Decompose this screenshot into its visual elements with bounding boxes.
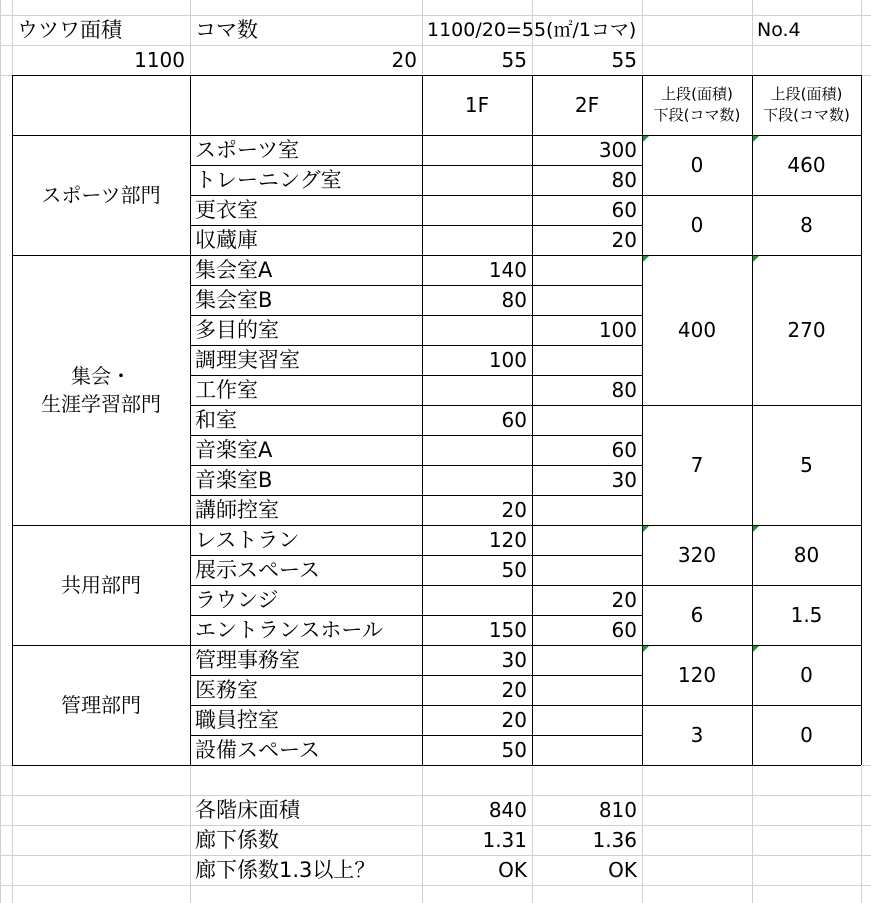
col-header-upper-lower-b-line: 下段(コマ数) [763, 106, 850, 124]
room-1f-cell[interactable]: 80 [501, 288, 527, 312]
summary-area-a-cell[interactable]: 120 [677, 663, 717, 687]
total-1f-cell[interactable]: 1.31 [482, 828, 527, 852]
comment-marker-icon [643, 256, 649, 262]
col-header-upper-lower-a-line: 上段(面積) [661, 85, 733, 103]
total-1f-cell[interactable]: OK [498, 858, 527, 882]
total-label-cell[interactable]: 廊下係数 [195, 827, 279, 852]
room-name-cell[interactable]: トレーニング室 [195, 167, 342, 192]
department-name[interactable] [12, 525, 190, 645]
room-2f-cell[interactable] [532, 285, 642, 315]
room-2f-cell[interactable]: 60 [611, 198, 637, 222]
room-name-cell[interactable]: 集会室A [195, 257, 273, 282]
room-1f-cell[interactable]: 30 [501, 648, 527, 672]
room-1f-cell[interactable] [422, 585, 532, 615]
room-2f-cell[interactable]: 300 [598, 138, 637, 162]
room-1f-cell[interactable]: 140 [488, 258, 527, 282]
room-2f-cell[interactable]: 30 [611, 468, 637, 492]
col-header-upper-lower-b[interactable] [752, 75, 861, 135]
room-name-cell[interactable]: ラウンジ [195, 587, 279, 612]
room-1f-cell[interactable]: 100 [488, 348, 527, 372]
room-name-cell[interactable]: 多目的室 [195, 317, 279, 342]
col-header-upper-lower-b-line: 上段(面積) [770, 85, 843, 103]
room-1f-cell[interactable]: 60 [501, 408, 527, 432]
department-name-line: 管理部門 [61, 693, 141, 717]
department-name-line: 共用部門 [61, 573, 141, 597]
room-name-cell[interactable]: 和室 [195, 407, 237, 432]
room-name-cell[interactable]: 音楽室A [195, 437, 273, 462]
total-label-cell[interactable]: 廊下係数1.3以上？ [195, 857, 376, 882]
summary-area-a-cell[interactable]: 0 [690, 153, 704, 177]
room-2f-cell[interactable] [532, 525, 642, 555]
room-2f-cell[interactable]: 20 [611, 588, 637, 612]
summary-area-b-cell[interactable]: 270 [787, 318, 826, 342]
comment-marker-icon [643, 526, 649, 532]
gridline-row [0, 885, 871, 886]
summary-koma-a-cell[interactable]: 6 [690, 603, 704, 627]
room-name-cell[interactable]: 更衣室 [195, 197, 258, 222]
summary-koma-b-cell[interactable]: 8 [800, 213, 813, 237]
room-2f-cell[interactable]: 100 [598, 318, 637, 342]
summary-koma-a-cell[interactable]: 0 [690, 213, 704, 237]
unit-2f-cell[interactable]: 55 [611, 48, 637, 72]
room-1f-cell[interactable] [422, 225, 532, 255]
total-2f-cell[interactable]: OK [608, 858, 637, 882]
room-name-cell[interactable]: 職員控室 [195, 707, 279, 732]
summary-koma-b-cell[interactable]: 1.5 [790, 603, 823, 627]
room-1f-cell[interactable]: 50 [501, 738, 527, 762]
room-1f-cell[interactable] [422, 315, 532, 345]
formula-cell[interactable]: 1100/20=55(㎡/1コマ) [427, 18, 637, 41]
total-2f-cell[interactable]: 1.36 [592, 828, 637, 852]
room-2f-cell[interactable] [532, 735, 642, 765]
room-name-cell[interactable]: スポーツ室 [195, 137, 300, 162]
room-1f-cell[interactable]: 50 [501, 558, 527, 582]
room-2f-cell[interactable] [532, 405, 642, 435]
comment-marker-icon [753, 136, 759, 142]
room-name-cell[interactable]: 音楽室B [195, 467, 273, 492]
room-name-cell[interactable]: 講師控室 [195, 497, 279, 522]
room-name-cell[interactable]: 管理事務室 [195, 647, 300, 672]
col-header-upper-lower-a[interactable] [642, 75, 752, 135]
room-2f-cell[interactable]: 20 [611, 228, 637, 252]
room-1f-cell[interactable] [422, 465, 532, 495]
room-name-cell[interactable]: 収蔵庫 [195, 227, 258, 252]
room-2f-cell[interactable] [532, 345, 642, 375]
koma-label-cell[interactable]: コマ数 [195, 17, 258, 42]
summary-koma-a-cell[interactable]: 3 [690, 723, 704, 747]
room-1f-cell[interactable] [422, 135, 532, 165]
department-bottom-border [12, 765, 861, 766]
room-2f-cell[interactable] [532, 675, 642, 705]
room-name-cell[interactable]: 展示スペース [195, 557, 320, 582]
comment-marker-icon [753, 526, 759, 532]
area-value-cell[interactable]: 1100 [134, 48, 185, 72]
room-1f-cell[interactable] [422, 435, 532, 465]
total-1f-cell[interactable]: 840 [488, 798, 527, 822]
room-name-cell[interactable]: 医務室 [195, 677, 258, 702]
summary-area-a-cell[interactable]: 320 [677, 543, 717, 567]
summary-area-b-cell[interactable]: 80 [793, 543, 820, 567]
room-2f-cell[interactable]: 60 [611, 618, 637, 642]
department-name-line: 集会・ [71, 364, 131, 388]
room-name-cell[interactable]: 調理実習室 [195, 347, 300, 372]
room-1f-cell[interactable]: 20 [501, 498, 527, 522]
col-header-upper-lower-a-line: 下段(コマ数) [653, 106, 741, 124]
room-2f-cell[interactable] [532, 495, 642, 525]
summary-koma-b-cell[interactable]: 0 [800, 723, 813, 747]
comment-marker-icon [643, 136, 649, 142]
col-header-2f[interactable]: 2F [574, 93, 600, 117]
room-2f-cell[interactable] [532, 255, 642, 285]
department-name-line: 生涯学習部門 [41, 392, 161, 416]
total-label-cell[interactable]: 各階床面積 [195, 797, 300, 822]
comment-marker-icon [753, 256, 759, 262]
gridline-col [0, 0, 1, 903]
sheet-no-cell[interactable]: No.4 [757, 18, 801, 41]
room-1f-cell[interactable] [422, 165, 532, 195]
summary-area-b-cell[interactable]: 460 [787, 153, 826, 177]
koma-value-cell[interactable]: 20 [391, 48, 417, 72]
room-1f-cell[interactable] [422, 195, 532, 225]
department-name[interactable] [12, 255, 190, 525]
room-name-cell[interactable]: 設備スペース [195, 737, 320, 762]
room-2f-cell[interactable] [532, 555, 642, 585]
area-label-cell[interactable]: ウツワ面積 [17, 17, 122, 42]
unit-1f-cell[interactable]: 55 [501, 48, 527, 72]
room-name-cell[interactable]: エントランスホール [195, 617, 383, 642]
col-header-1f[interactable]: 1F [464, 93, 490, 117]
room-2f-cell[interactable]: 80 [611, 168, 637, 192]
room-name-cell[interactable]: レストラン [195, 527, 300, 552]
table-border-col-6 [861, 75, 862, 765]
room-1f-cell[interactable]: 150 [488, 618, 527, 642]
department-name[interactable] [12, 645, 190, 765]
summary-koma-b-cell[interactable]: 5 [800, 453, 813, 477]
department-name[interactable] [12, 135, 190, 255]
summary-koma-a-cell[interactable]: 7 [690, 453, 704, 477]
department-name-line: スポーツ部門 [41, 183, 161, 207]
room-2f-cell[interactable]: 60 [611, 438, 637, 462]
room-1f-cell[interactable]: 20 [501, 678, 527, 702]
room-1f-cell[interactable] [422, 375, 532, 405]
room-2f-cell[interactable]: 80 [611, 378, 637, 402]
room-name-cell[interactable]: 工作室 [195, 377, 258, 402]
comment-marker-icon [753, 646, 759, 652]
summary-area-a-cell[interactable]: 400 [677, 318, 717, 342]
summary-area-b-cell[interactable]: 0 [800, 663, 813, 687]
room-1f-cell[interactable]: 20 [501, 708, 527, 732]
room-2f-cell[interactable] [532, 645, 642, 675]
room-2f-cell[interactable] [532, 705, 642, 735]
total-2f-cell[interactable]: 810 [598, 798, 637, 822]
room-1f-cell[interactable]: 120 [488, 528, 527, 552]
room-name-cell[interactable]: 集会室B [195, 287, 273, 312]
comment-marker-icon [643, 646, 649, 652]
